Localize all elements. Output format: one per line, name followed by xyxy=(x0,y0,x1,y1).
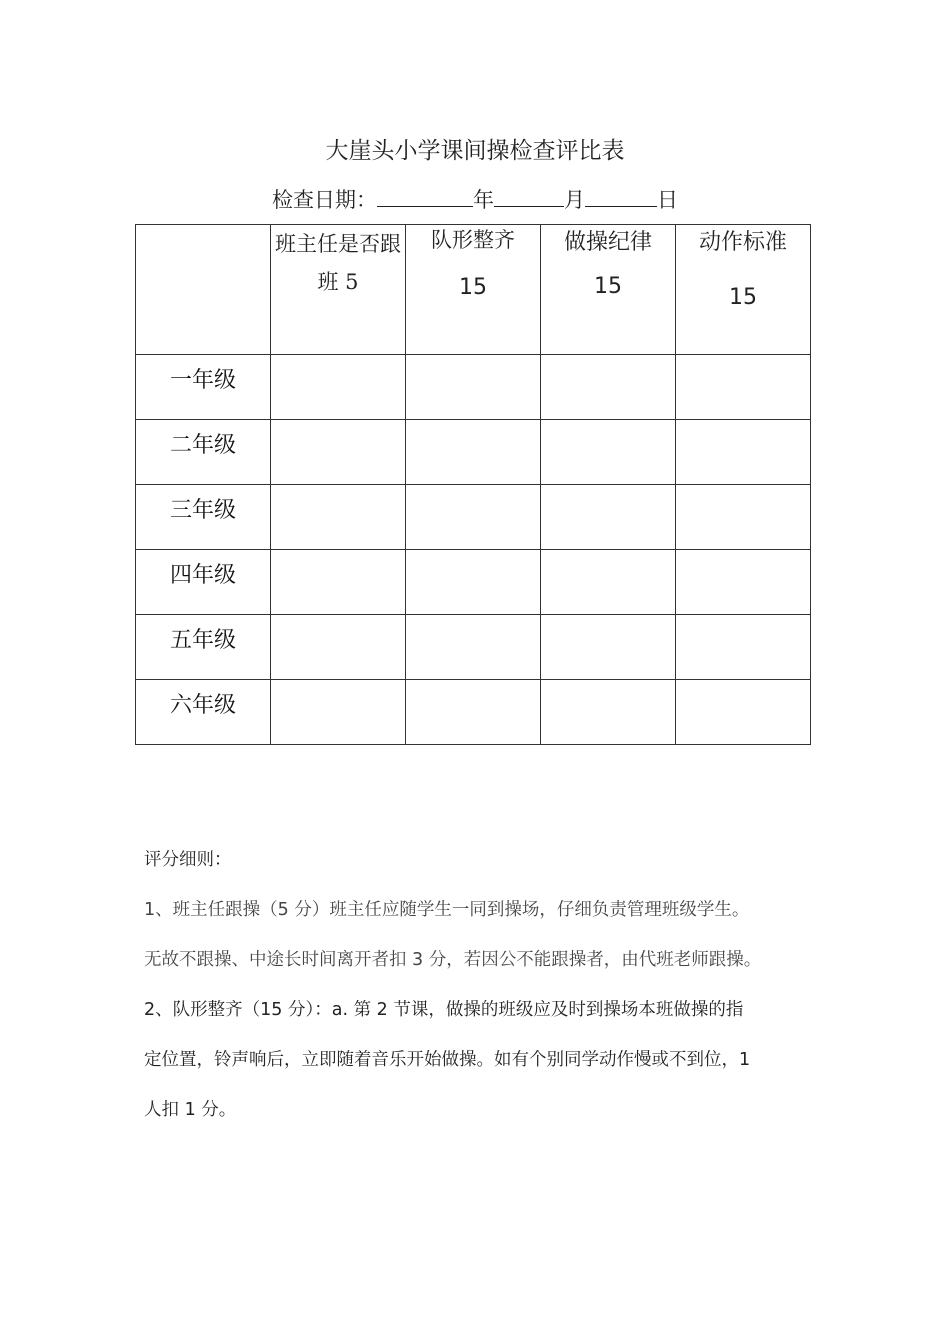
rules-line: 人扣 1 分。 xyxy=(144,1100,237,1120)
grade-label: 四年级 xyxy=(136,550,271,615)
header-teacher-present: 班主任是否跟班 5 xyxy=(271,225,406,355)
score-cell[interactable] xyxy=(541,550,676,615)
rules-line: 无故不跟操、中途长时间离开者扣 3 分，若因公不能跟操者，由代班老师跟操。 xyxy=(144,950,762,970)
table-row xyxy=(136,420,811,485)
inspection-table xyxy=(135,224,811,745)
score-cell[interactable] xyxy=(541,680,676,745)
rules-line: 定位置，铃声响后，立即随着音乐开始做操。如有个别同学动作慢或不到位，1 xyxy=(144,1050,751,1070)
date-label: 检查日期： xyxy=(272,188,377,212)
scoring-rules xyxy=(144,835,824,1135)
score-cell[interactable] xyxy=(406,355,541,420)
table-row xyxy=(136,615,811,680)
score-cell[interactable] xyxy=(676,420,811,485)
score-cell[interactable] xyxy=(541,615,676,680)
score-cell[interactable] xyxy=(541,485,676,550)
score-cell[interactable] xyxy=(271,355,406,420)
score-cell[interactable] xyxy=(676,680,811,745)
score-cell[interactable] xyxy=(676,615,811,680)
score-cell[interactable] xyxy=(541,355,676,420)
score-cell[interactable] xyxy=(271,420,406,485)
score-cell[interactable] xyxy=(676,355,811,420)
score-cell[interactable] xyxy=(406,485,541,550)
score-cell[interactable] xyxy=(406,420,541,485)
day-blank[interactable] xyxy=(585,186,657,207)
score-cell[interactable] xyxy=(676,485,811,550)
score-cell[interactable] xyxy=(541,420,676,485)
header-formation xyxy=(406,225,541,355)
year-blank[interactable] xyxy=(377,186,473,207)
header-discipline xyxy=(541,225,676,355)
rules-heading: 评分细则： xyxy=(144,850,232,870)
score-cell[interactable] xyxy=(271,680,406,745)
table-row xyxy=(136,355,811,420)
score-cell[interactable] xyxy=(406,550,541,615)
table-header-row xyxy=(136,225,811,355)
page-title: 大崖头小学课间操检查评比表 xyxy=(325,138,625,164)
header-points: 15 xyxy=(594,274,622,299)
rules-line: 1、班主任跟操（5 分）班主任应随学生一同到操场，仔细负责管理班级学生。 xyxy=(144,900,750,920)
score-cell[interactable] xyxy=(271,485,406,550)
table-row xyxy=(136,550,811,615)
grade-label: 一年级 xyxy=(136,355,271,420)
table-row xyxy=(136,680,811,745)
day-label: 日 xyxy=(657,188,678,212)
month-blank[interactable] xyxy=(494,186,564,207)
header-movement xyxy=(676,225,811,355)
grade-label: 六年级 xyxy=(136,680,271,745)
table-row xyxy=(136,485,811,550)
header-label: 队形整齐 xyxy=(431,228,515,252)
corner-cell xyxy=(136,225,271,355)
score-cell[interactable] xyxy=(271,615,406,680)
rules-line: 2、队形整齐（15 分）：a. 第 2 节课，做操的班级应及时到操场本班做操的指 xyxy=(144,1000,744,1020)
grade-label: 二年级 xyxy=(136,420,271,485)
header-points: 15 xyxy=(459,275,487,300)
score-cell[interactable] xyxy=(406,615,541,680)
month-label: 月 xyxy=(564,188,585,212)
year-label: 年 xyxy=(473,188,494,212)
header-label: 做操纪律 xyxy=(563,230,652,255)
score-cell[interactable] xyxy=(676,550,811,615)
inspection-date-line xyxy=(0,184,950,214)
score-cell[interactable] xyxy=(406,680,541,745)
grade-label: 三年级 xyxy=(136,485,271,550)
score-cell[interactable] xyxy=(271,550,406,615)
header-label: 动作标准 xyxy=(698,230,787,255)
header-points: 15 xyxy=(729,285,757,310)
grade-label: 五年级 xyxy=(136,615,271,680)
